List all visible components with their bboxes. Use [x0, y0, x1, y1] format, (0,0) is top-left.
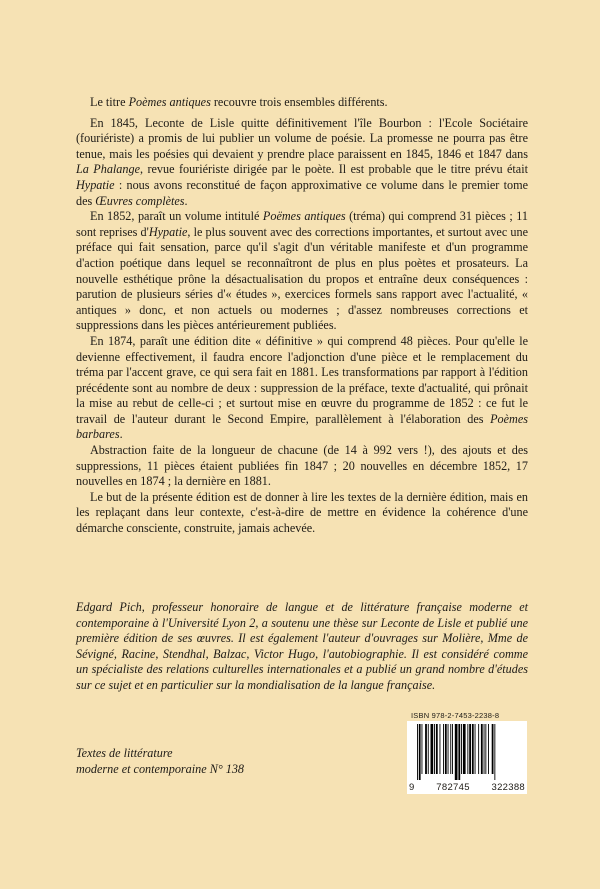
isbn-block [407, 711, 527, 794]
barcode-bar [467, 724, 468, 774]
barcode-bar [492, 724, 494, 774]
barcode [407, 721, 527, 794]
barcode-bar [494, 724, 495, 780]
barcode-bar [461, 724, 462, 774]
barcode-bar [478, 724, 479, 774]
paragraph-6: Le but de la présente édition est de donner à lire les textes de la dernière édition, mais en les replaçant dans leur contexte, c'est-à-dire de mettre en évidence la cohérence d'une démarche consciente, construite, jamais achevée. [76, 489, 528, 536]
presentation-text [76, 95, 528, 537]
paragraph-4: En 1874, paraît une édition dite « définitive » qui comprend 48 pièces. Pour qu'elle le devienne effectivement, il faudra encore l'adjonction d'une pièce et le remplacement du tréma par l'accent grave, ce qui sera fait en 1881. Les transformations par rapport à l'édition précédente sont au nombre de deux : suppression de la préface, texte d'actualité, qui prônait la mise au rebut de celle-ci ; et surtout mise en œuvre du programme de 1852 : ce fut le travail de l'auteur durant le Second Empire, parallèlement à l'élaboration des Poèmes barbares. [76, 333, 528, 442]
series-line-2: moderne et contemporaine N° 138 [76, 762, 245, 776]
barcode-digits [409, 782, 525, 793]
barcode-bar [455, 724, 458, 780]
barcode-bar [450, 724, 451, 774]
barcode-bar [417, 724, 418, 780]
barcode-bar [436, 724, 438, 774]
series-info [76, 745, 296, 777]
barcode-bar [425, 724, 427, 774]
barcode-bar [469, 724, 471, 774]
barcode-bar [488, 724, 489, 774]
barcode-bar [463, 724, 466, 774]
barcode-bars [411, 724, 523, 780]
barcode-digit-lead: 9 [409, 782, 415, 793]
barcode-bar [440, 724, 441, 774]
barcode-bar [428, 724, 429, 774]
paragraph-1: Le titre Poèmes antiques recouvre trois ensembles différents. [90, 95, 388, 109]
barcode-bar [472, 724, 474, 774]
barcode-bar [458, 724, 460, 780]
author-bio: Edgard Pich, professeur honoraire de langue et de littérature française moderne et contemporaine à l'Université Lyon 2, a soutenu une thèse sur Leconte de Lisle et publié une première édition de ses œuvres. Il est également l'auteur d'ouvrages sur Molière, Mme de Sévigné, Racine, Stendhal, Balzac, Victor Hugo, l'autobiographie. Il est considéré comme un spécialiste des relations culturelles internationales et a publié un grand nombre d'études sur ce sujet et en particulier sur la mondialisation de la langue française. [76, 600, 528, 692]
paragraph-5: Abstraction faite de la longueur de chacune (de 14 à 992 vers !), des ajouts et des suppressions, 11 pièces étaient publiées fin 1847 ; 20 nouvelles en décembre 1852, 17 nouvelles en 1874 ; la dernière en 1881. [76, 443, 528, 489]
barcode-bar [434, 724, 435, 774]
barcode-bar [431, 724, 434, 774]
barcode-bar [481, 724, 483, 774]
barcode-bar [484, 724, 485, 774]
barcode-bar [419, 724, 421, 780]
barcode-bar [452, 724, 453, 774]
barcode-bar [445, 724, 447, 774]
barcode-digit-right: 322388 [491, 782, 525, 793]
barcode-bar [448, 724, 449, 774]
isbn-label: ISBN 978-2-7453-2238-8 [411, 711, 500, 720]
barcode-bar [475, 724, 476, 774]
barcode-digit-left: 782745 [436, 782, 470, 793]
series-line-1: Textes de littérature [76, 746, 173, 760]
paragraph-3: En 1852, paraît un volume intitulé Poëmes antiques (tréma) qui comprend 31 pièces ; 11 sont reprises d'Hypatie, le plus souvent avec des corrections importantes, et surtout avec une préface qui fait sensation, parce qu'il s'agit d'un véritable manifeste et d'un programme d'action poétique dans lequel se reconnaîtront de plus en plus poètes et prosateurs. La nouvelle esthétique prône la désactualisation du propos et entraîne deux conséquences : parution de plusieurs séries d'« études », exercices formels sans rapport avec l'actualité, « antiques » donc, et non actuels ou modernes ; d'assez nombreuses corrections et suppressions dans les pièces antérieurement publiées. [76, 209, 528, 333]
barcode-bar [485, 724, 486, 774]
barcode-bar [443, 724, 444, 774]
barcode-bar [422, 724, 423, 774]
paragraph-2: En 1845, Leconte de Lisle quitte définitivement l'île Bourbon : l'Ecole Sociétaire (fouriériste) a promis de lui publier un volume de poésie. La promesse ne pourra pas être tenue, mais les poésies qui devaient y prendre place paraissent en 1845, 1846 et 1847 dans La Phalange, revue fouriériste dirigée par le poète. Il est probable que le titre prévu était Hypatie : nous avons reconstitué de façon approximative ce volume dans le premier tome des Œuvres complètes. [76, 115, 528, 208]
